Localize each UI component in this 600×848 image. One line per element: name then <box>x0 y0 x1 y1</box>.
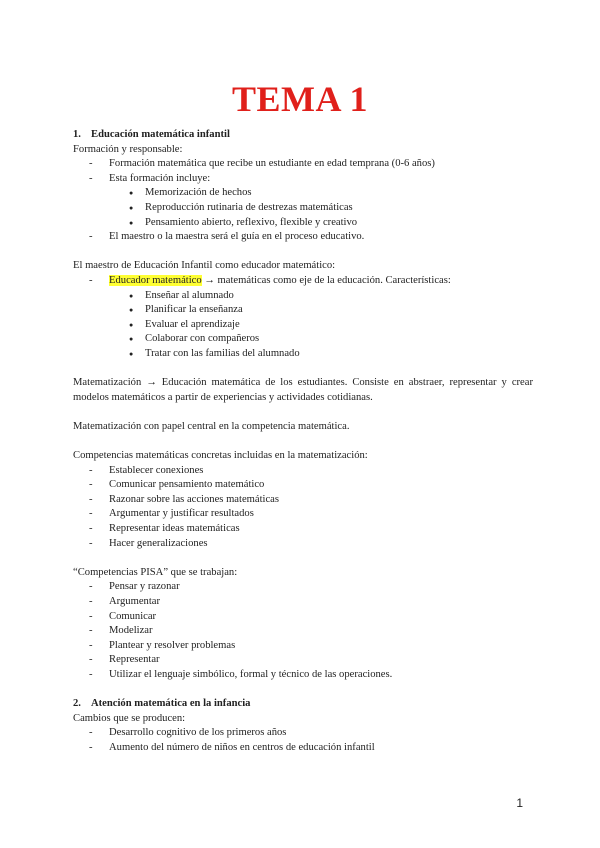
list-item: - Modelizar <box>73 624 533 639</box>
section-title: Atención matemática en la infancia <box>91 698 251 710</box>
list-item: - Argumentar y justificar resultados <box>73 507 533 522</box>
paragraph: Competencias matemáticas concretas incluidas en la matematización: <box>73 450 368 462</box>
list-item: - Razonar sobre las acciones matemáticas <box>73 493 533 508</box>
list-item: - Argumentar <box>73 595 533 610</box>
list-item: - Aumento del número de niños en centros de educación infantil <box>73 741 533 756</box>
bullet-item: ● Tratar con las familias del alumnado <box>73 347 533 362</box>
paragraph: Matematización → Educación matemática de los estudiantes. Consiste en abstraer, representar y crear modelos matemáticos a partir de experiencias y actividades cotidianas. <box>73 377 533 403</box>
list-item <box>73 274 533 289</box>
highlighted-text: Educador matemático <box>109 274 202 286</box>
list-item: - El maestro o la maestra será el guía en el proceso educativo. <box>73 230 533 245</box>
list-item: - Formación matemática que recibe un estudiante en edad temprana (0-6 años) <box>73 157 533 172</box>
section-heading <box>73 128 533 143</box>
page-title: TEMA 1 <box>231 79 368 119</box>
list-item: - Pensar y razonar <box>73 580 533 595</box>
list-item-text: → matemáticas como eje de la educación. Características: <box>201 274 451 286</box>
list-item: - Representar ideas matemáticas <box>73 522 533 537</box>
section-number: 1. <box>73 129 81 140</box>
bullet-item: ● Colaborar con compañeros <box>73 332 533 347</box>
bullet-item: ● Evaluar el aprendizaje <box>73 318 533 333</box>
list-item: - Plantear y resolver problemas <box>73 639 533 654</box>
paragraph: Matematización con papel central en la competencia matemática. <box>73 420 350 432</box>
paragraph: Cambios que se producen: <box>73 712 186 724</box>
document-body <box>73 128 533 756</box>
list-item: - Representar <box>73 653 533 668</box>
bullet-item: ● Pensamiento abierto, reflexivo, flexible y creativo <box>73 216 533 231</box>
paragraph: El maestro de Educación Infantil como educador matemático: <box>73 260 336 272</box>
bullet-item: ● Memorización de hechos <box>73 186 533 201</box>
bullet-item: ● Planificar la enseñanza <box>73 303 533 318</box>
paragraph: “Competencias PISA” que se trabajan: <box>73 566 238 578</box>
section-number: 2. <box>73 698 81 710</box>
page-number: 1 <box>516 796 523 810</box>
list-item: - Comunicar pensamiento matemático <box>73 478 533 493</box>
paragraph: Formación y responsable: <box>73 143 183 155</box>
list-item: - Hacer generalizaciones <box>73 537 533 552</box>
list-item: - Esta formación incluye: <box>73 172 533 187</box>
section-title: Educación matemática infantil <box>91 129 230 140</box>
list-item: - Comunicar <box>73 610 533 625</box>
bullet-item: ● Reproducción rutinaria de destrezas matemáticas <box>73 201 533 216</box>
section-heading <box>73 697 533 712</box>
list-item: - Utilizar el lenguaje simbólico, formal y técnico de las operaciones. <box>73 668 533 683</box>
list-item: - Desarrollo cognitivo de los primeros años <box>73 726 533 741</box>
list-item: - Establecer conexiones <box>73 464 533 479</box>
bullet-item: ● Enseñar al alumnado <box>73 289 533 304</box>
